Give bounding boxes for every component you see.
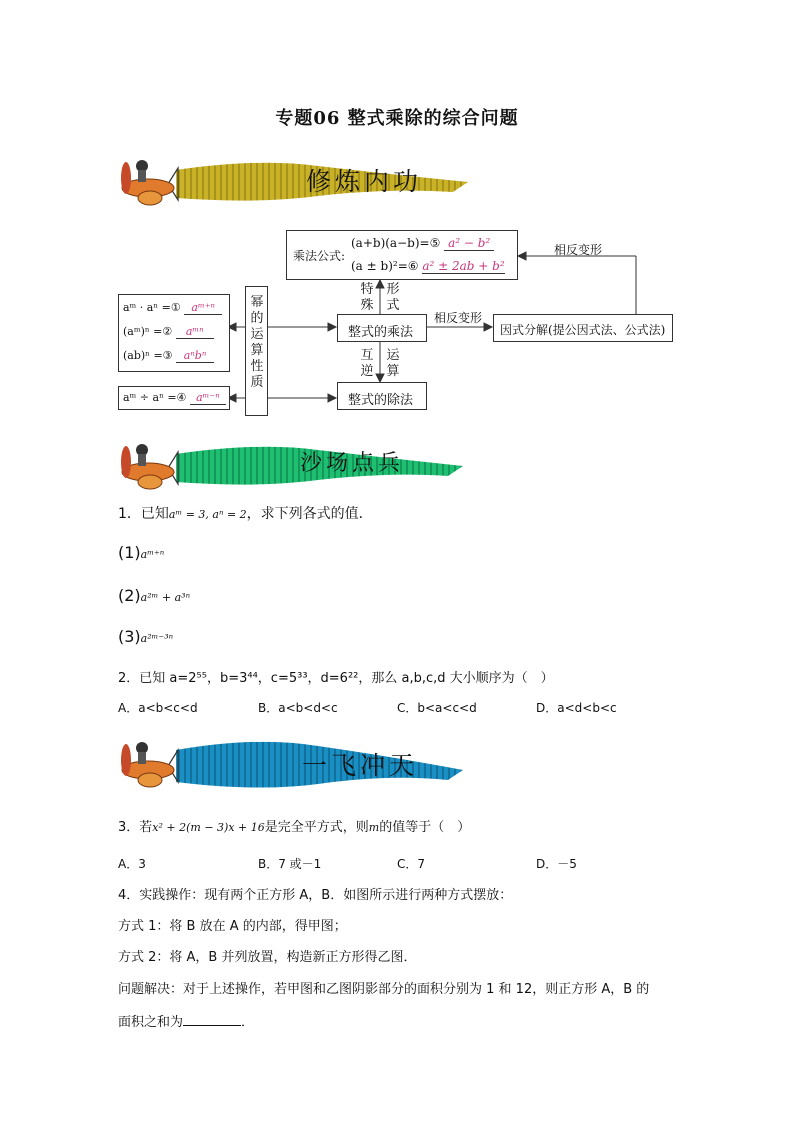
formula-label: 乘法公式: (293, 249, 346, 263)
q2-option-c: C．b<a<c<d (397, 701, 477, 715)
formula-2-lhs: (a ± b)²=⑥ (351, 259, 419, 273)
power-rule-3-lhs: (ab)ⁿ =③ (123, 349, 173, 362)
q1-part-3-expr: a²ᵐ⁻³ⁿ (140, 632, 174, 645)
power-property-box (245, 286, 268, 416)
formula-1-lhs: (a+b)(a−b)=⑤ (351, 236, 441, 250)
question-3 (118, 816, 470, 835)
formula-2-answer: a² ± 2ab + b² (422, 259, 505, 273)
q3-option-b: B．7 或－1 (258, 857, 322, 871)
plane-flag-graphic (118, 730, 478, 796)
power-rule-1 (123, 301, 222, 315)
form-label: 形 式 (386, 282, 400, 313)
q1-part-1-expr: aᵐ⁺ⁿ (140, 548, 165, 561)
special-label: 特 殊 (360, 282, 374, 313)
q4-answer-blank (183, 1013, 241, 1026)
banner-2 (118, 432, 478, 494)
q3-stem-c: 的值等于（ ） (379, 820, 471, 835)
q2-option-b: B．a<b<d<c (258, 701, 338, 715)
question-2: 2．已知 a=2⁵⁵，b=3⁴⁴，c=5³³，d=6²²，那么 a,b,c,d 大小顺序为（ ） (118, 671, 554, 686)
q4-line-1: 4．实践操作：现有两个正方形 A，B．如图所示进行两种方式摆放： (118, 888, 513, 903)
q3-stem-a: 3．若 (118, 820, 153, 835)
formula-1-answer: a² − b² (444, 236, 494, 251)
power-rules-box (118, 294, 230, 372)
q3-option-d: D．－5 (536, 857, 577, 871)
q1-part-2-label: (2) (118, 586, 141, 605)
division-rule (123, 391, 226, 405)
reverse-label-top: 相反变形 (554, 243, 603, 257)
division-rule-answer: aᵐ⁻ⁿ (190, 391, 226, 405)
banner-2-title: 沙场点兵 (300, 451, 405, 476)
formula-box (286, 230, 518, 280)
banner-1-title: 修炼内功 (306, 167, 423, 196)
factorization-label: 因式分解(提公因式法、公式法) (500, 323, 666, 337)
q3-option-c: C．7 (397, 857, 426, 871)
page-title: 专题06 整式乘除的综合问题 (275, 108, 519, 129)
q1-part-2-expr: a²ᵐ + a³ⁿ (140, 591, 191, 604)
division-label: 整式的除法 (348, 393, 414, 408)
q1-stem-b: ，求下列各式的值． (246, 506, 373, 522)
q4-line-2: 方式 1：将 B 放在 A 的内部，得甲图； (118, 919, 347, 934)
banner-3-title: 一飞冲天 (302, 751, 419, 780)
q4-last-line: 面积之和为 (118, 1015, 184, 1030)
q4-last-end: ． (241, 1015, 255, 1030)
q1-part-3-label: (3) (118, 627, 141, 646)
power-rule-3 (123, 349, 214, 363)
q1-condition: aᵐ = 3, aⁿ = 2 (168, 508, 247, 521)
q3-expression: x² + 2(m − 3)x + 16 (152, 821, 265, 834)
power-rule-2-answer: aᵐⁿ (176, 325, 214, 339)
multiplication-label: 整式的乘法 (348, 325, 414, 340)
division-box (337, 382, 427, 410)
q4-line-4: 问题解决：对于上述操作，若甲图和乙图阴影部分的面积分别为 1 和 12，则正方形 A，B 的 (118, 982, 650, 997)
q2-option-a: A．a<b<c<d (118, 701, 198, 715)
plane-flag-graphic (118, 432, 478, 494)
q1-stem-a: 1．已知 (118, 506, 169, 522)
q1-part-3 (118, 627, 173, 646)
division-rule-lhs: aᵐ ÷ aⁿ =④ (123, 391, 187, 404)
q1-part-2 (118, 586, 190, 605)
operation-label: 运 算 (386, 348, 400, 379)
power-rule-1-answer: aᵐ⁺ⁿ (184, 301, 222, 315)
power-rule-3-answer: aⁿbⁿ (176, 349, 214, 363)
q4-line-5 (118, 1011, 254, 1030)
multiplication-box (337, 314, 427, 342)
reverse-label-mid: 相反变形 (434, 311, 483, 325)
formula-line-1 (351, 236, 494, 251)
q3-option-a: A．3 (118, 857, 146, 871)
power-property-label: 幂 的 运 算 性 质 (250, 295, 264, 390)
q4-line-3: 方式 2：将 A，B 并列放置，构造新正方形得乙图． (118, 950, 417, 965)
power-rule-2 (123, 325, 214, 339)
banner-3 (118, 730, 478, 796)
power-rule-2-lhs: (aᵐ)ⁿ =② (123, 325, 173, 338)
mutual-label: 互 逆 (360, 348, 374, 379)
question-1 (118, 503, 373, 523)
division-rule-box (118, 386, 230, 410)
formula-line-2 (351, 259, 505, 274)
q3-variable: m (368, 821, 380, 834)
q2-option-d: D．a<d<b<c (536, 701, 617, 715)
factorization-box (493, 314, 673, 342)
power-rule-1-lhs: aᵐ · aⁿ =① (123, 301, 181, 314)
q3-stem-b: 是完全平方式，则 (264, 820, 369, 835)
q1-part-1-label: (1) (118, 543, 141, 562)
q1-part-1 (118, 543, 164, 562)
